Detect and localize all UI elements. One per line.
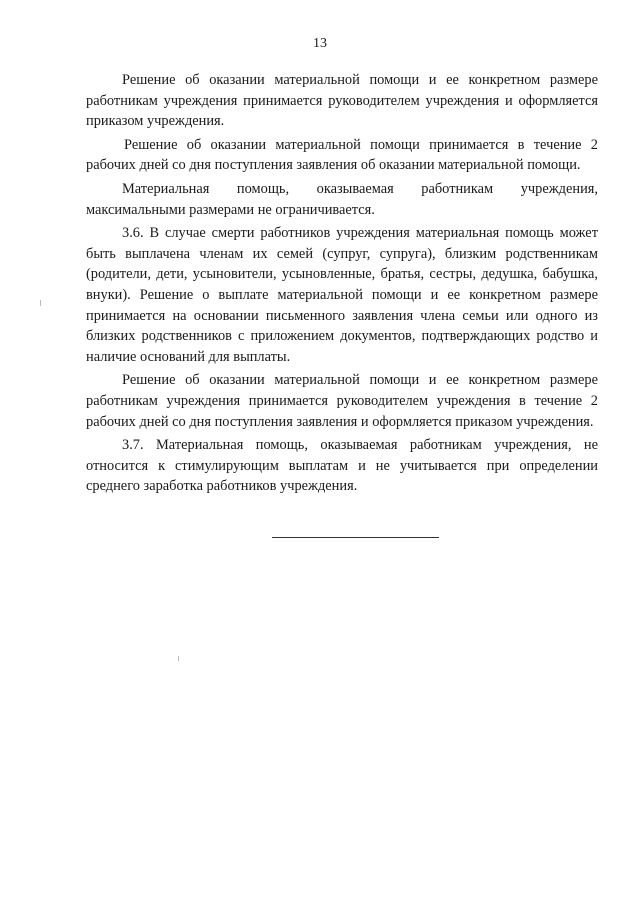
end-of-text-rule bbox=[272, 537, 439, 538]
paragraph-decision-deadline: Решение об оказании материальной помощи принимается в течение 2 рабочих дней со дня поступления заявления об оказании материальной помощи. bbox=[86, 136, 598, 174]
scan-mark bbox=[178, 656, 179, 661]
page-number: 13 bbox=[313, 36, 327, 51]
paragraph-decision-family-payment: Решение об оказании материальной помощи и ее конкретном размере работникам учреждения принимается руководителем учреждения в течение 2 рабочих дней со дня поступления заявления и оформляется приказом учреждения. bbox=[86, 372, 598, 430]
paragraph-section-3-6: 3.6. В случае смерти работников учреждения материальная помощь может быть выплачена членам их семей (супруг, супруга), близким родственникам (родители, дети, усыновители, усыновленные, братья, сестры, дедушка, бабушка, внуки). Решение о выплате материальной помощи и ее конкретном размере принимается на основании письменного заявления члена семьи или одного из близких родственников с приложением документов, подтверждающих родство и наличие оснований для выплаты. bbox=[86, 225, 598, 365]
document-body bbox=[86, 70, 598, 500]
scan-mark bbox=[40, 300, 41, 306]
paragraph-decision-and-order: Решение об оказании материальной помощи и ее конкретном размере работникам учреждения принимается руководителем учреждения и оформляется приказом учреждения. bbox=[86, 72, 598, 130]
paragraph-section-3-7: 3.7. Материальная помощь, оказываемая работникам учреждения, не относится к стимулирующим выплатам и не учитывается при определении среднего заработка работников учреждения. bbox=[86, 437, 598, 495]
paragraph-no-maximum-limit: Материальная помощь, оказываемая работникам учреждения, максимальными размерами не ограничивается. bbox=[86, 180, 598, 218]
